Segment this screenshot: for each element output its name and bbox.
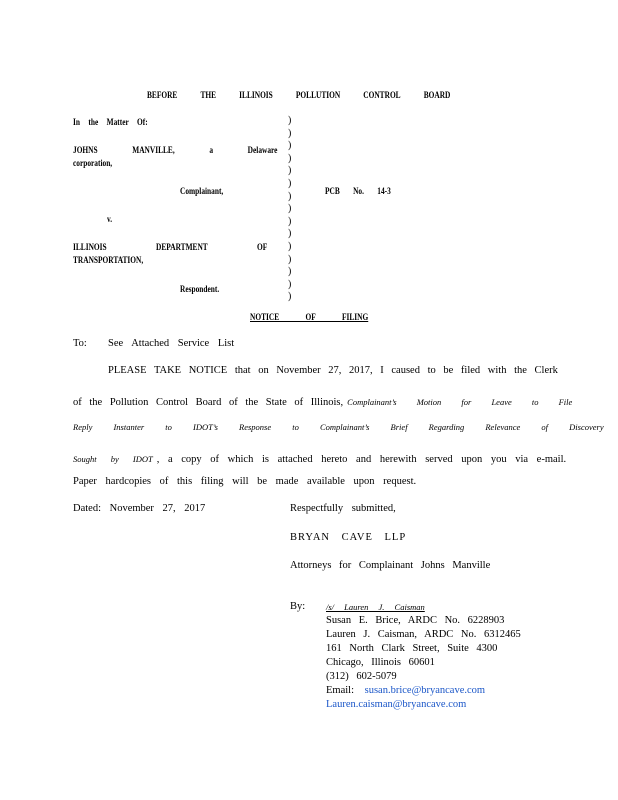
to-label: To: <box>73 338 87 349</box>
paragraph-text: of the Pollution Control Board of the State of Illinois, <box>73 397 344 408</box>
motion-title: Complainant’s Motion for Leave to File <box>347 397 573 407</box>
notice-title: NOTICE OF FILING <box>250 312 369 322</box>
caption-paren: ) <box>288 215 292 227</box>
email-link[interactable]: susan.brice@bryancave.com <box>364 685 486 696</box>
heading-word: CONTROL <box>363 90 401 100</box>
attorney-line: Susan E. Brice, ARDC No. 6228903 <box>326 615 505 626</box>
caption-paren: ) <box>288 253 292 265</box>
signature-line: /s/ Lauren J. Caisman <box>326 602 425 612</box>
versus: v. <box>107 214 113 224</box>
heading-word: ILLINOIS <box>239 90 273 100</box>
caption-paren: ) <box>288 203 292 215</box>
paragraph-text: PLEASE TAKE NOTICE that on November 27, 2017, I caused to be filed with the Clerk <box>108 365 558 376</box>
firm-name: BRYAN CAVE LLP <box>290 532 407 543</box>
caption-paren: ) <box>288 291 292 303</box>
caption-paren: ) <box>288 278 292 290</box>
party1-line1: JOHNS MANVILLE, a Delaware <box>73 145 278 155</box>
caption-parens <box>288 115 291 304</box>
heading-word: POLLUTION <box>295 90 341 100</box>
caption-paren: ) <box>288 140 292 152</box>
caption-paren: ) <box>288 127 292 139</box>
caption-paren: ) <box>288 152 292 164</box>
caption-paren: ) <box>288 266 292 278</box>
party2-line1: ILLINOIS DEPARTMENT OF <box>73 242 268 252</box>
caption-paren: ) <box>288 228 292 240</box>
email-link[interactable]: Lauren.caisman@bryancave.com <box>326 699 467 710</box>
caption-paren: ) <box>288 177 292 189</box>
in-the-matter: In the Matter Of: <box>73 117 148 127</box>
to-value: See Attached Service List <box>108 338 235 349</box>
party1-line2: corporation, <box>73 158 113 168</box>
case-number: PCB No. 14-3 <box>325 186 391 196</box>
email-label: Email: <box>326 685 354 696</box>
respectfully-submitted: Respectfully submitted, <box>290 503 396 514</box>
by-label: By: <box>290 601 306 612</box>
notice-paragraph-line1 <box>108 365 558 376</box>
heading-word: BEFORE <box>147 90 178 100</box>
caption-paren: ) <box>288 240 292 252</box>
party2-line2: TRANSPORTATION, <box>73 255 144 265</box>
caption-paren: ) <box>288 190 292 202</box>
phone-line: (312) 602-5079 <box>326 671 397 682</box>
heading-word: BOARD <box>423 90 451 100</box>
attorney-line: Lauren J. Caisman, ARDC No. 6312465 <box>326 629 521 640</box>
notice-paragraph-line2 <box>73 392 573 410</box>
notice-paragraph-line4 <box>73 449 566 467</box>
caption-paren: ) <box>288 165 292 177</box>
attorneys-for: Attorneys for Complainant Johns Manville <box>290 560 491 571</box>
motion-title-end: Sought by IDOT <box>73 454 153 464</box>
paragraph-text: , a copy of which is attached hereto and herewith served upon you via e-mail. <box>156 454 567 465</box>
board-heading <box>147 90 450 100</box>
dated: Dated: November 27, 2017 <box>73 503 206 514</box>
notice-paragraph-line5: Paper hardcopies of this filing will be made available upon request. <box>73 476 417 487</box>
caption-paren: ) <box>288 115 292 126</box>
address-line: 161 North Clark Street, Suite 4300 <box>326 643 498 654</box>
heading-word: THE <box>200 90 217 100</box>
address-line: Chicago, Illinois 60601 <box>326 657 435 668</box>
respondent-label: Respondent. <box>180 284 220 294</box>
complainant-label: Complainant, <box>180 186 224 196</box>
motion-title-cont: Reply Instanter to IDOT’s Response to Complainant’s Brief Regarding Relevance of Discovery <box>73 422 604 432</box>
email-row <box>326 685 485 696</box>
